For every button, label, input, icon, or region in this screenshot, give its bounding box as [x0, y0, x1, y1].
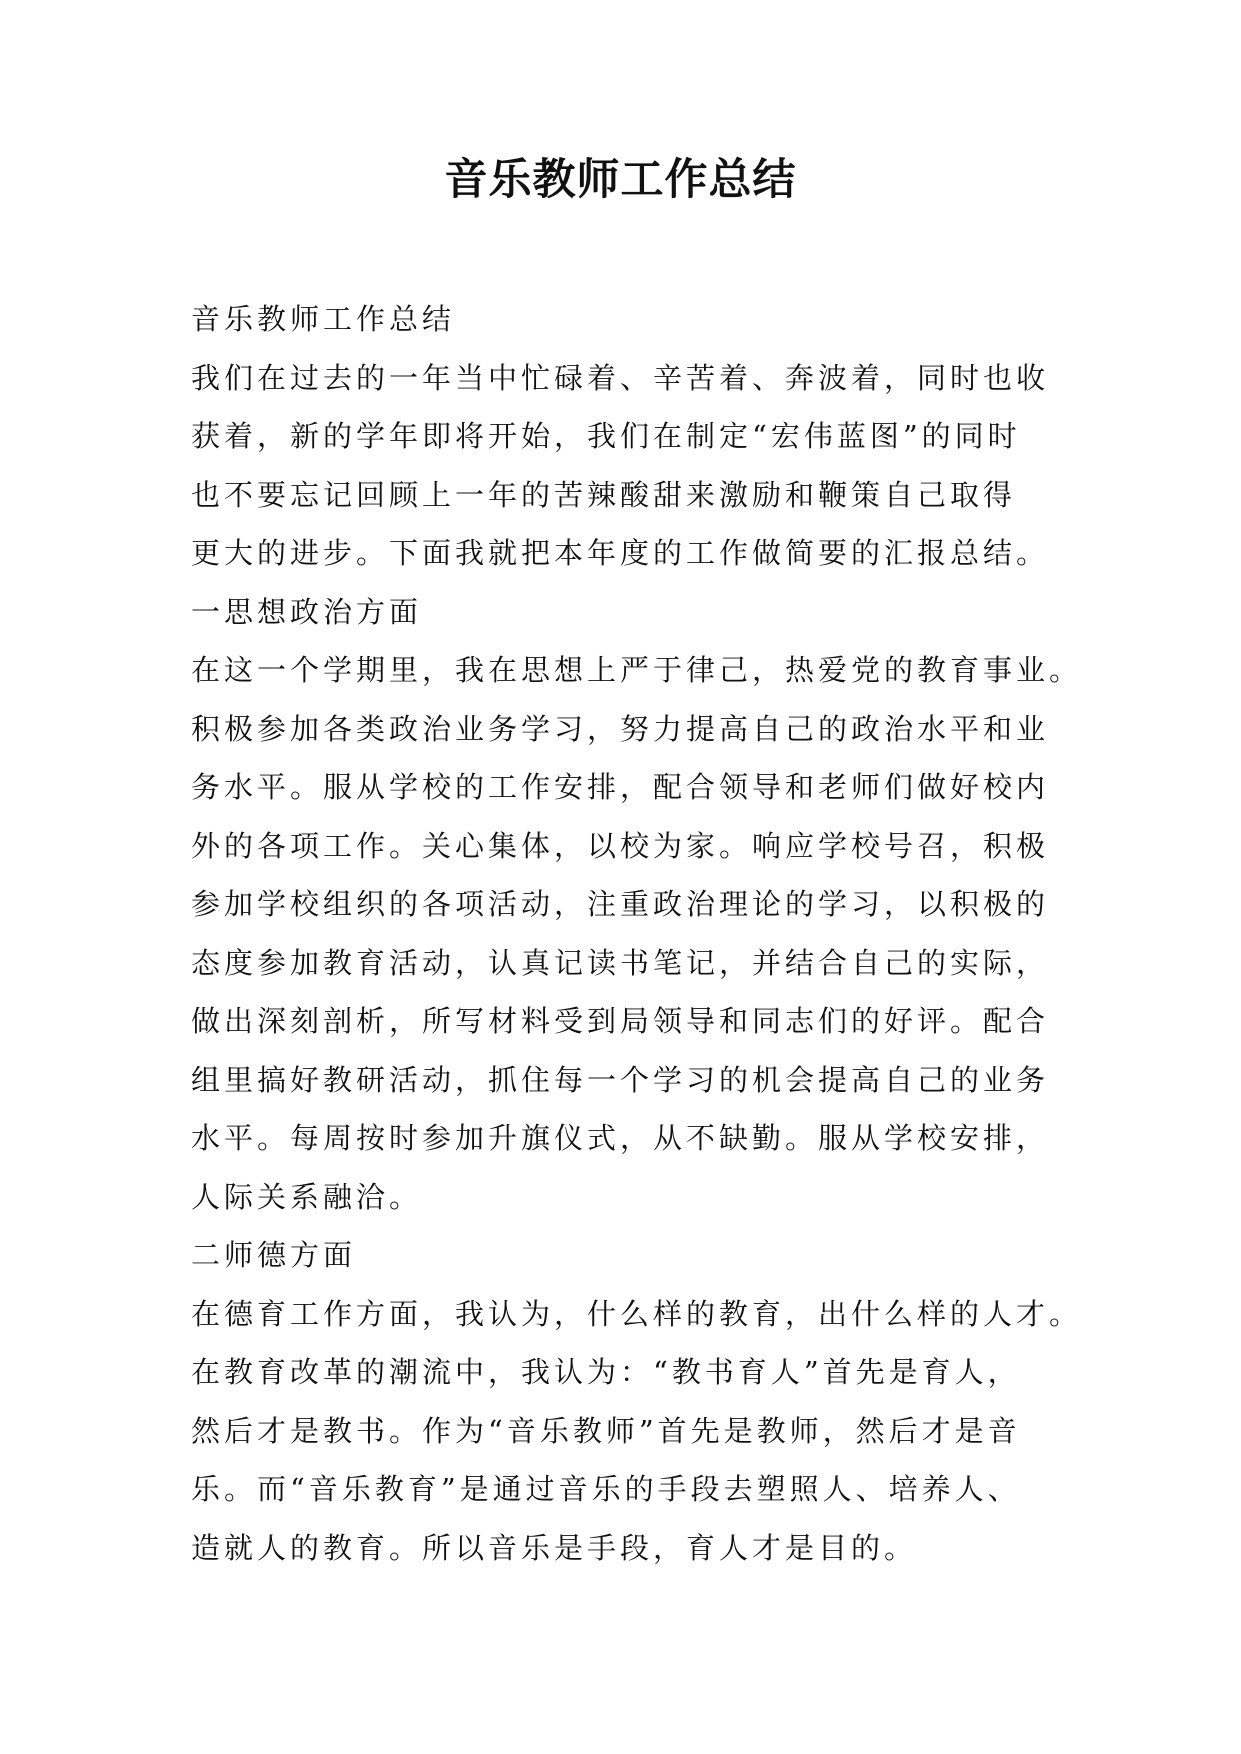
body-line: 务水平。服从学校的工作安排，配合领导和老师们做好校内 [191, 770, 1050, 804]
body-line: 音乐教师工作总结 [191, 302, 456, 336]
body-line: 积极参加各类政治业务学习，努力提高自己的政治水平和业 [191, 711, 1050, 746]
body-line: 外的各项工作。关心集体，以校为家。响应学校号召，积极 [191, 828, 1050, 863]
body-line: 参加学校组织的各项活动，注重政治理论的学习，以积极的 [191, 887, 1050, 921]
body-line: 在德育工作方面，我认为，什么样的教育，出什么样的人才。 [191, 1296, 1083, 1331]
document-body [191, 290, 1081, 1577]
body-line: 然后才是教书。作为“音乐教师”首先是教师，然后才是音 [191, 1413, 1021, 1448]
body-line: 获着，新的学年即将开始，我们在制定“宏伟蓝图”的同时 [191, 419, 1021, 453]
body-line: 也不要忘记回顾上一年的苦辣酸甜来激励和鞭策自己取得 [191, 477, 1017, 512]
body-line: 做出深刻剖析，所写材料受到局领导和同志们的好评。配合 [191, 1004, 1050, 1038]
section-heading: 二师德方面 [191, 1238, 357, 1272]
body-line: 水平。每周按时参加升旗仪式，从不缺勤。服从学校安排， [191, 1121, 1050, 1155]
body-line: 我们在过去的一年当中忙碌着、辛苦着、奔波着，同时也收 [191, 360, 1050, 395]
body-line: 在这一个学期里，我在思想上严于律己，热爱党的教育事业。 [191, 653, 1083, 687]
body-line: 乐。而“音乐教育”是通过音乐的手段去塑照人、培养人、 [191, 1472, 1021, 1506]
body-line: 态度参加教育活动，认真记读书笔记，并结合自己的实际， [191, 945, 1050, 980]
section-heading: 一思想政治方面 [191, 594, 423, 629]
body-line: 组里搞好教研活动，抓住每一个学习的机会提高自己的业务 [191, 1062, 1050, 1097]
body-line: 在教育改革的潮流中，我认为：“教书育人”首先是育人， [191, 1355, 1021, 1389]
document-title: 音乐教师工作总结 [444, 155, 797, 205]
body-line: 造就人的教育。所以音乐是手段，育人才是目的。 [191, 1530, 918, 1565]
body-line: 更大的进步。下面我就把本年度的工作做简要的汇报总结。 [191, 536, 1050, 570]
body-line: 人际关系融洽。 [191, 1179, 423, 1214]
